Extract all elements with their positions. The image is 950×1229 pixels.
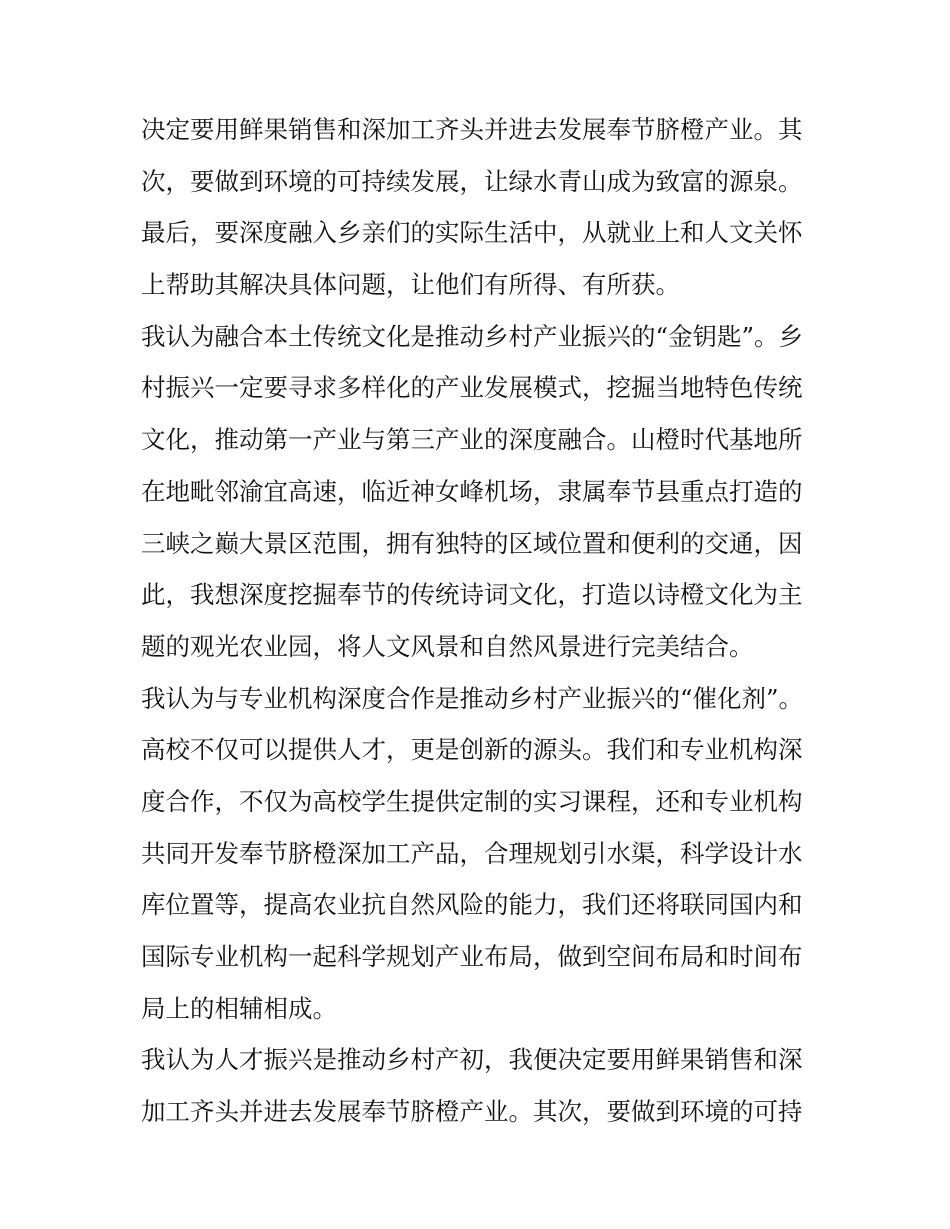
body-text — [141, 111, 821, 1145]
text-line: 三峡之巅大景区范围，拥有独特的区域位置和便利的交通，因 — [141, 528, 803, 558]
text-line: 度合作，不仅为高校学生提供定制的实习课程，还和专业机构 — [141, 786, 803, 816]
text-line: 村振兴一定要寻求多样化的产业发展模式，挖掘当地特色传统 — [141, 373, 803, 403]
text-line: 我认为与专业机构深度合作是推动乡村产业振兴的“催化剂”。 — [141, 683, 804, 713]
text-line: 上帮助其解决具体问题，让他们有所得、有所获。 — [141, 270, 680, 300]
text-line: 我认为融合本土传统文化是推动乡村产业振兴的“金钥匙”。乡 — [141, 321, 804, 351]
text-line: 局上的相辅相成。 — [141, 993, 337, 1023]
text-line: 库位置等，提高农业抗自然风险的能力，我们还将联同国内和 — [141, 890, 803, 920]
text-line: 文化，推动第一产业与第三产业的深度融合。山橙时代基地所 — [141, 425, 803, 455]
text-line: 决定要用鲜果销售和深加工齐头并进去发展奉节脐橙产业。其 — [141, 115, 803, 144]
text-line: 国际专业机构一起科学规划产业布局，做到空间布局和时间布 — [141, 942, 803, 971]
text-line: 次，要做到环境的可持续发展，让绿水青山成为致富的源泉。 — [141, 166, 803, 196]
text-line: 题的观光农业园，将人文风景和自然风景进行完美结合。 — [141, 631, 754, 661]
text-line: 共同开发奉节脐橙深加工产品，合理规划引水渠，科学设计水 — [141, 838, 803, 868]
text-line: 我认为人才振兴是推动乡村产初，我便决定要用鲜果销售和深 — [141, 1045, 803, 1075]
text-line: 在地毗邻渝宜高速，临近神女峰机场，隶属奉节县重点打造的 — [141, 476, 803, 506]
text-line: 加工齐头并进去发展奉节脐橙产业。其次，要做到环境的可持 — [141, 1097, 803, 1127]
text-line: 此，我想深度挖掘奉节的传统诗词文化，打造以诗橙文化为主 — [141, 580, 803, 610]
text-line: 最后，要深度融入乡亲们的实际生活中，从就业上和人文关怀 — [141, 218, 803, 248]
text-line: 高校不仅可以提供人才，更是创新的源头。我们和专业机构深 — [141, 735, 803, 765]
